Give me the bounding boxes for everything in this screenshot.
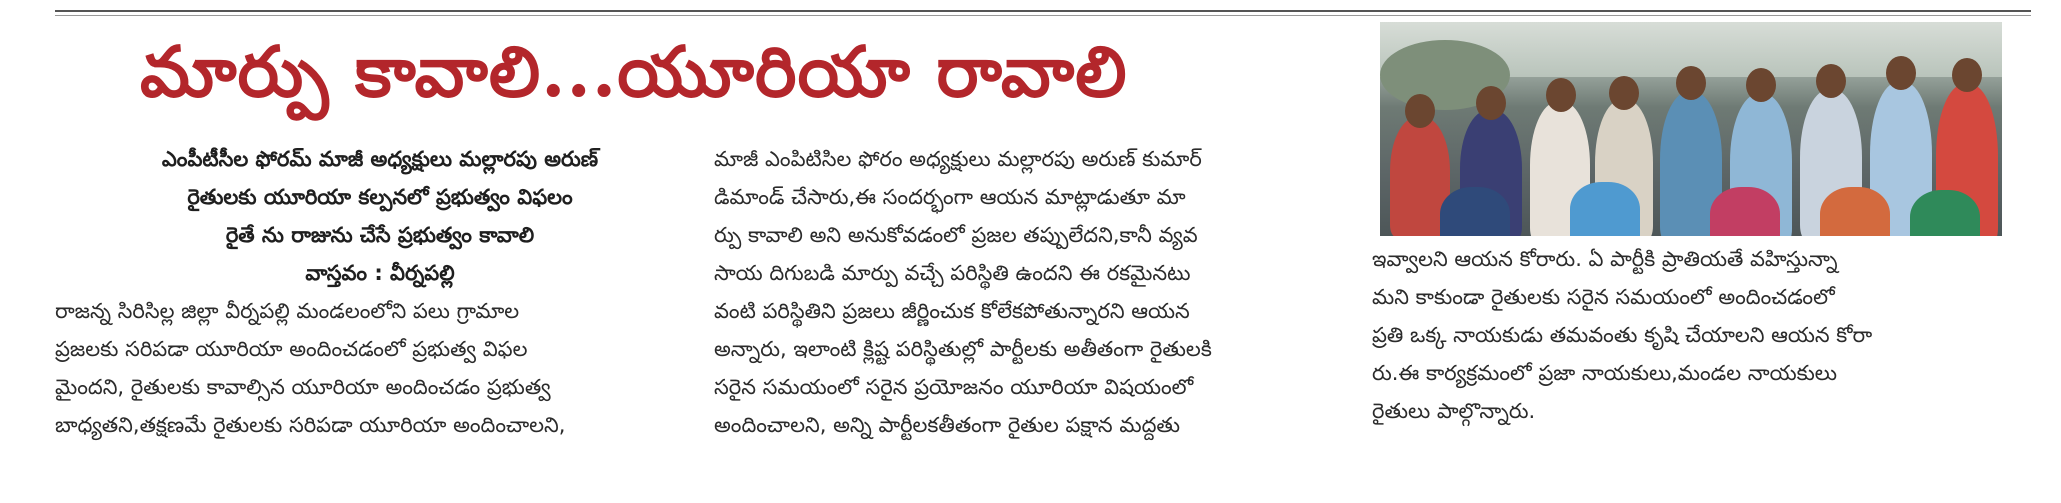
article-column-3 bbox=[1372, 240, 2022, 430]
photo-person bbox=[1910, 190, 1980, 236]
body-line: ఇవ్వాలని ఆయన కోరారు. ఏ పార్టీకి ప్రాతియతే వహిస్తున్నా bbox=[1372, 247, 1838, 271]
dateline: వాస్తవం : వీర్నపల్లి bbox=[305, 261, 455, 285]
body-line: ర్పు కావాలి అని అనుకోవడంలో ప్రజల తప్పులేదని,కానీ వ్యవ bbox=[714, 223, 1198, 247]
photo-person-head bbox=[1886, 56, 1916, 90]
body-line: వంటి పరిస్థితిని ప్రజలు జీర్ణించుక కోలేకపోతున్నారని ఆయన bbox=[714, 299, 1190, 323]
photo-person bbox=[1710, 187, 1780, 236]
subhead-3: రైతే ను రాజును చేసే ప్రభుత్వం కావాలి bbox=[225, 223, 535, 247]
body-line: మాజీ ఎంపిటిసిల ఫోరం అధ్యక్షులు మల్లారపు అరుణ్ కుమార్ bbox=[714, 147, 1202, 171]
subhead-1: ఎంపీటీసీల ఫోరమ్ మాజీ అధ్యక్షులు మల్లారపు అరుణ్ bbox=[161, 147, 599, 171]
body-line: అందించాలని, అన్ని పార్టీలకతీతంగా రైతుల పక్షాన మద్దతు bbox=[714, 413, 1180, 437]
photo-person bbox=[1820, 187, 1890, 236]
photo-person-head bbox=[1476, 86, 1506, 120]
body-line: ప్రతి ఒక్క నాయకుడు తమవంతు కృషి చేయాలని ఆయన కోరా bbox=[1372, 323, 1873, 347]
body-line: మైందని, రైతులకు కావాల్సిన యూరియా అందించడం ప్రభుత్వ bbox=[55, 375, 551, 399]
body-line: రు.ఈ కార్యక్రమంలో ప్రజా నాయకులు,మండల నాయకులు bbox=[1372, 361, 1837, 385]
photo-person-head bbox=[1609, 76, 1639, 110]
body-line: అన్నారు, ఇలాంటి క్లిష్ట పరిస్థితుల్లో పార్టీలకు అతీతంగా రైతులకి bbox=[714, 337, 1212, 361]
photo-person-head bbox=[1546, 78, 1576, 112]
body-line: రాజన్న సిరిసిల్ల జిల్లా వీర్నపల్లి మండలంలోని పలు గ్రామాల bbox=[55, 299, 520, 323]
top-rule-thick bbox=[55, 10, 2031, 12]
photo-person-head bbox=[1405, 94, 1435, 128]
article-column-2 bbox=[714, 140, 1344, 444]
photo-person bbox=[1440, 187, 1510, 236]
body-line: ప్రజలకు సరిపడా యూరియా అందించడంలో ప్రభుత్వ విఫల bbox=[55, 337, 528, 361]
headline: మార్పు కావాలి...యూరియా రావాలి bbox=[140, 30, 1128, 113]
photo-person-head bbox=[1816, 64, 1846, 98]
photo-person-head bbox=[1952, 58, 1982, 92]
news-photo bbox=[1380, 22, 2002, 236]
photo-person bbox=[1570, 182, 1640, 236]
body-line: రైతులు పాల్గొన్నారు. bbox=[1372, 399, 1536, 423]
photo-person-head bbox=[1676, 66, 1706, 100]
body-line: సరైన సమయంలో సరైన ప్రయోజనం యూరియా విషయంలో bbox=[714, 375, 1194, 399]
subhead-2: రైతులకు యూరియా కల్పనలో ప్రభుత్వం విఫలం bbox=[187, 185, 573, 209]
article-column-1 bbox=[55, 140, 705, 444]
photo-person-head bbox=[1746, 68, 1776, 102]
body-line: సాయ దిగుబడి మార్పు వచ్చే పరిస్థితి ఉందని ఈ రకమైనటు bbox=[714, 261, 1191, 285]
top-rule-thin bbox=[55, 15, 2031, 16]
body-line: బాధ్యతని,తక్షణమే రైతులకు సరిపడా యూరియా అందించాలని, bbox=[55, 413, 566, 437]
body-line: మని కాకుండా రైతులకు సరైన సమయంలో అందించడంలో bbox=[1372, 285, 1835, 309]
body-line: డిమాండ్ చేసారు,ఈ సందర్భంగా ఆయన మాట్లాడుతూ మా bbox=[714, 185, 1186, 209]
